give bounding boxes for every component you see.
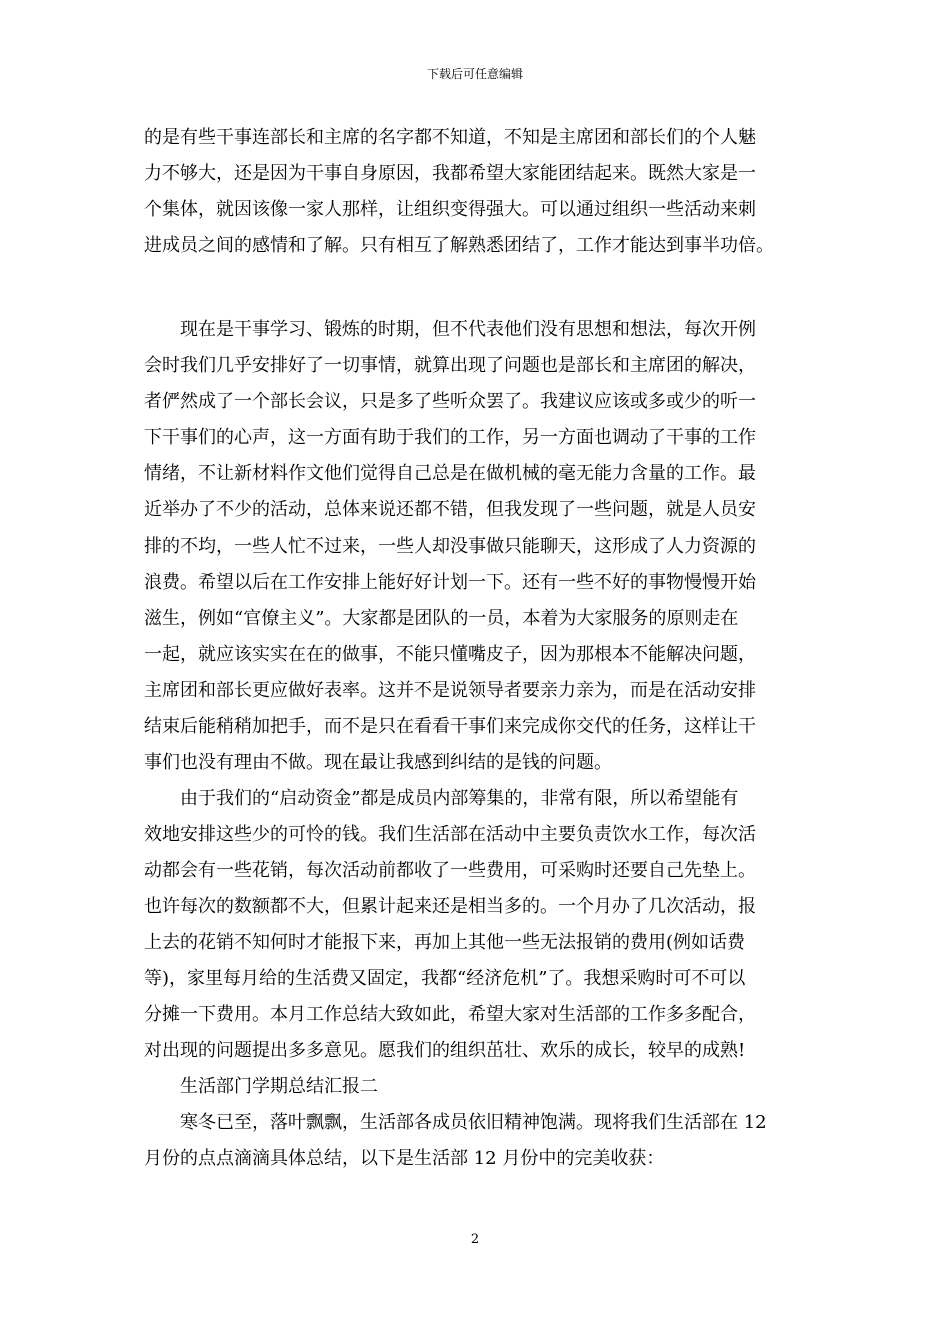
text-line: 情绪，不让新材料作文他们觉得自己总是在做机械的毫无能力含量的工作。最 — [144, 463, 756, 484]
text-line: 结束后能稍稍加把手，而不是只在看看干事们来完成你交代的任务，这样让干 — [144, 716, 756, 737]
text-line: 分摊一下费用。本月工作总结大致如此，希望大家对生活部的工作多多配合， — [144, 1004, 756, 1025]
text-line: 由于我们的“启动资金”都是成员内部筹集的，非常有限，所以希望能有 — [144, 788, 739, 809]
section-heading: 生活部门学期总结汇报二 — [144, 1076, 378, 1097]
text-line: 一起，就应该实实在在的做事，不能只懂嘴皮子，因为那根本不能解决问题， — [144, 644, 756, 665]
text-line: 浪费。希望以后在工作安排上能好好计划一下。还有一些不好的事物慢慢开始 — [144, 572, 756, 593]
text-line: 事们也没有理由不做。现在最让我感到纠结的是钱的问题。 — [144, 752, 612, 773]
text-line: 者俨然成了一个部长会议，只是多了些听众罢了。我建议应该或多或少的听一 — [144, 391, 756, 412]
text-line: 排的不均，一些人忙不过来，一些人却没事做只能聊天，这形成了人力资源的 — [144, 536, 756, 557]
page-number: 2 — [470, 1232, 480, 1247]
text-line: 现在是干事学习、锻炼的时期，但不代表他们没有思想和想法，每次开例 — [144, 319, 756, 340]
text-line: 滋生，例如“官僚主义”。大家都是团队的一员，本着为大家服务的原则走在 — [144, 608, 739, 629]
text-line: 力不够大，还是因为干事自身原因，我都希望大家能团结起来。既然大家是一 — [144, 163, 756, 184]
text-line: 个集体，就因该像一家人那样，让组织变得强大。可以通过组织一些活动来刺 — [144, 199, 756, 220]
text-line: 动都会有一些花销，每次活动前都收了一些费用，可采购时还要自己先垫上。 — [144, 860, 756, 881]
text-line: 寒冬已至，落叶飘飘，生活部各成员依旧精神饱满。现将我们生活部在 12 — [144, 1112, 767, 1133]
text-line: 也许每次的数额都不大，但累计起来还是相当多的。一个月办了几次活动，报 — [144, 896, 756, 917]
text-line: 上去的花销不知何时才能报下来，再加上其他一些无法报销的费用(例如话费 — [144, 932, 746, 953]
text-line: 下干事们的心声，这一方面有助于我们的工作，另一方面也调动了干事的工作 — [144, 427, 756, 448]
text-line: 主席团和部长更应做好表率。这并不是说领导者要亲力亲为，而是在活动安排 — [144, 680, 756, 701]
text-line: 近举办了不少的活动，总体来说还都不错，但我发现了一些问题，就是人员安 — [144, 499, 756, 520]
text-line: 等)，家里每月给的生活费又固定，我都“经济危机”了。我想采购时可不可以 — [144, 968, 746, 989]
text-line: 进成员之间的感情和了解。只有相互了解熟悉团结了，工作才能达到事半功倍。 — [144, 235, 774, 256]
text-line: 会时我们几乎安排好了一切事情，就算出现了问题也是部长和主席团的解决， — [144, 355, 756, 376]
text-line: 效地安排这些少的可怜的钱。我们生活部在活动中主要负责饮水工作，每次活 — [144, 824, 756, 845]
text-line: 月份的点点滴滴具体总结，以下是生活部 12 月份中的完美收获： — [144, 1148, 665, 1169]
page-header: 下载后可任意编辑 — [426, 67, 523, 81]
text-line: 对出现的问题提出多多意见。愿我们的组织茁壮、欢乐的成长，较早的成熟! — [144, 1040, 746, 1061]
text-line: 的是有些干事连部长和主席的名字都不知道，不知是主席团和部长们的个人魅 — [144, 127, 756, 148]
